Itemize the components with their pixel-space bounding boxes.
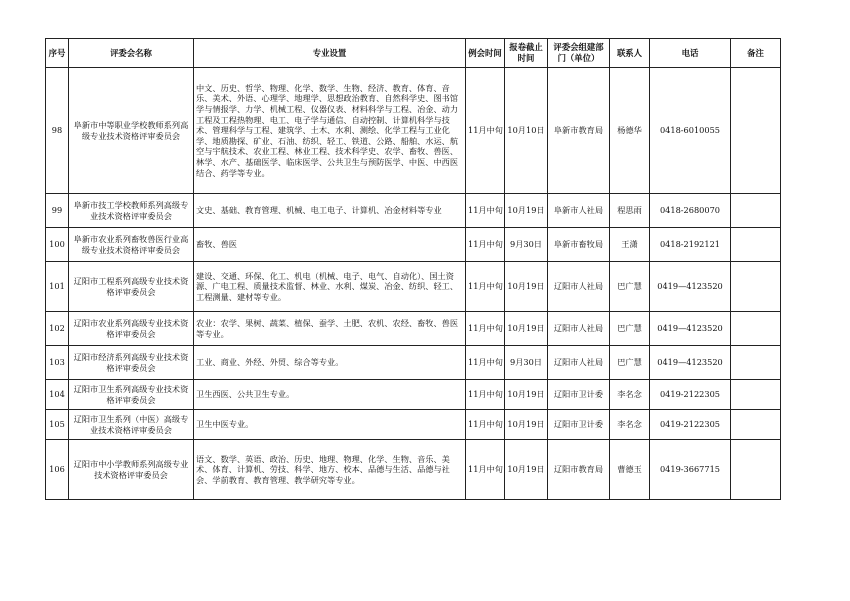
cell-meeting-time: 11月中旬 [466, 68, 505, 194]
cell-note [731, 228, 781, 262]
cell-specialties: 中文、历史、哲学、物理、化学、数学、生物、经济、教育、体育、音乐、美术、外语、心理学、地理学、思想政治教育、自然科学史、图书馆学与情报学、力学、机械工程、仪器仪表、材料科学与工程、冶金、动力工程及工程热物理、电工、电子学与通信、自动控制、计算机科学与技术、管理科学与工程、建筑学、土木、水利、测绘、化学工程与工业化学、地质勘探、矿业、石油、纺织、轻工、铁道、公路、船舶、水运、航空与宇航技术、农业工程、林业工程、技术科学史、农学、畜牧、兽医、林学、水产、基础医学、临床医学、公共卫生与预防医学、中医、中西医结合、药学等专业。 [194, 68, 466, 194]
cell-specialties: 卫生西医、公共卫生专业。 [194, 380, 466, 410]
cell-deadline: 10月19日 [505, 194, 548, 228]
cell-note [731, 380, 781, 410]
cell-meeting-time: 11月中旬 [466, 194, 505, 228]
cell-contact: 王潇 [610, 228, 650, 262]
cell-organizer: 阜新市教育局 [548, 68, 610, 194]
cell-contact: 程思雨 [610, 194, 650, 228]
cell-specialties: 畜牧、兽医 [194, 228, 466, 262]
cell-organizer: 阜新市畜牧局 [548, 228, 610, 262]
cell-phone: 0418-2680070 [650, 194, 731, 228]
cell-meeting-time: 11月中旬 [466, 410, 505, 440]
cell-committee-name: 辽阳市中小学教师系列高级专业技术资格评审委员会 [69, 440, 194, 500]
cell-meeting-time: 11月中旬 [466, 440, 505, 500]
cell-organizer: 辽阳市卫计委 [548, 410, 610, 440]
cell-contact: 巴广慧 [610, 262, 650, 312]
cell-meeting-time: 11月中旬 [466, 312, 505, 346]
cell-contact: 巴广慧 [610, 312, 650, 346]
cell-phone: 0419-3667715 [650, 440, 731, 500]
cell-organizer: 辽阳市人社局 [548, 346, 610, 380]
cell-specialties: 文史、基础、教育管理、机械、电工电子、计算机、冶金材料等专业 [194, 194, 466, 228]
cell-meeting-time: 11月中旬 [466, 228, 505, 262]
cell-no: 100 [46, 228, 69, 262]
header-contact: 联系人 [610, 39, 650, 68]
header-phone: 电话 [650, 39, 731, 68]
cell-phone: 0419-2122305 [650, 380, 731, 410]
cell-deadline: 9月30日 [505, 228, 548, 262]
table-row [46, 440, 781, 500]
table-header-row [46, 39, 781, 68]
cell-contact: 巴广慧 [610, 346, 650, 380]
header-org: 评委会组建部门（单位） [548, 39, 610, 68]
table-row [46, 410, 781, 440]
cell-phone: 0418-2192121 [650, 228, 731, 262]
cell-meeting-time: 11月中旬 [466, 380, 505, 410]
cell-deadline: 10月19日 [505, 380, 548, 410]
cell-deadline: 10月19日 [505, 262, 548, 312]
cell-phone: 0419—4123520 [650, 346, 731, 380]
cell-note [731, 440, 781, 500]
cell-contact: 李名念 [610, 380, 650, 410]
cell-specialties: 语文、数学、英语、政治、历史、地理、物理、化学、生物、音乐、美术、体育、计算机、劳技、科学、地方、校本、品德与生活、品德与社会、学前教育、教育管理、教学研究等专业。 [194, 440, 466, 500]
cell-deadline: 10月10日 [505, 68, 548, 194]
cell-committee-name: 辽阳市农业系列高级专业技术资格评审委员会 [69, 312, 194, 346]
cell-note [731, 312, 781, 346]
cell-organizer: 辽阳市教育局 [548, 440, 610, 500]
cell-committee-name: 辽阳市卫生系列（中医）高级专业技术资格评审委员会 [69, 410, 194, 440]
committee-table [45, 38, 781, 500]
cell-no: 106 [46, 440, 69, 500]
cell-phone: 0419—4123520 [650, 262, 731, 312]
header-no: 序号 [46, 39, 69, 68]
table-row [46, 194, 781, 228]
cell-contact: 杨德华 [610, 68, 650, 194]
cell-committee-name: 辽阳市卫生系列高级专业技术资格评审委员会 [69, 380, 194, 410]
cell-specialties: 卫生中医专业。 [194, 410, 466, 440]
table-row [46, 262, 781, 312]
cell-organizer: 阜新市人社局 [548, 194, 610, 228]
header-meeting: 例会时间 [466, 39, 505, 68]
table-row [46, 68, 781, 194]
cell-committee-name: 阜新市技工学校教师系列高级专业技术资格评审委员会 [69, 194, 194, 228]
cell-meeting-time: 11月中旬 [466, 346, 505, 380]
cell-deadline: 10月19日 [505, 410, 548, 440]
cell-phone: 0419—4123520 [650, 312, 731, 346]
cell-contact: 李名念 [610, 410, 650, 440]
cell-organizer: 辽阳市人社局 [548, 262, 610, 312]
header-deadline: 报卷截止时间 [505, 39, 548, 68]
cell-organizer: 辽阳市卫计委 [548, 380, 610, 410]
cell-specialties: 工业、商业、外经、外贸、综合等专业。 [194, 346, 466, 380]
cell-specialties: 建设、交通、环保、化工、机电（机械、电子、电气、自动化）、国土资源、广电工程、质量技术监督、林业、水利、煤炭、冶金、纺织、轻工、工程测量、建材等专业。 [194, 262, 466, 312]
header-spec: 专业设置 [194, 39, 466, 68]
table-row [46, 380, 781, 410]
cell-no: 101 [46, 262, 69, 312]
cell-no: 102 [46, 312, 69, 346]
cell-no: 103 [46, 346, 69, 380]
cell-phone: 0419-2122305 [650, 410, 731, 440]
cell-note [731, 346, 781, 380]
table-row [46, 346, 781, 380]
table-row [46, 228, 781, 262]
cell-no: 105 [46, 410, 69, 440]
cell-specialties: 农业：农学、果树、蔬菜、植保、蚕学、土肥、农机、农经、畜牧、兽医等专业。 [194, 312, 466, 346]
cell-committee-name: 辽阳市经济系列高级专业技术资格评审委员会 [69, 346, 194, 380]
header-name: 评委会名称 [69, 39, 194, 68]
cell-note [731, 410, 781, 440]
cell-deadline: 10月19日 [505, 312, 548, 346]
cell-no: 99 [46, 194, 69, 228]
cell-contact: 曹德玉 [610, 440, 650, 500]
cell-committee-name: 阜新市中等职业学校教师系列高级专业技术资格评审委员会 [69, 68, 194, 194]
cell-note [731, 68, 781, 194]
cell-organizer: 辽阳市人社局 [548, 312, 610, 346]
cell-deadline: 10月19日 [505, 440, 548, 500]
cell-committee-name: 辽阳市工程系列高级专业技术资格评审委员会 [69, 262, 194, 312]
header-note: 备注 [731, 39, 781, 68]
cell-no: 98 [46, 68, 69, 194]
cell-deadline: 9月30日 [505, 346, 548, 380]
cell-meeting-time: 11月中旬 [466, 262, 505, 312]
cell-phone: 0418-6010055 [650, 68, 731, 194]
cell-note [731, 194, 781, 228]
cell-no: 104 [46, 380, 69, 410]
cell-note [731, 262, 781, 312]
cell-committee-name: 阜新市农业系列畜牧兽医行业高级专业技术资格评审委员会 [69, 228, 194, 262]
table-row [46, 312, 781, 346]
